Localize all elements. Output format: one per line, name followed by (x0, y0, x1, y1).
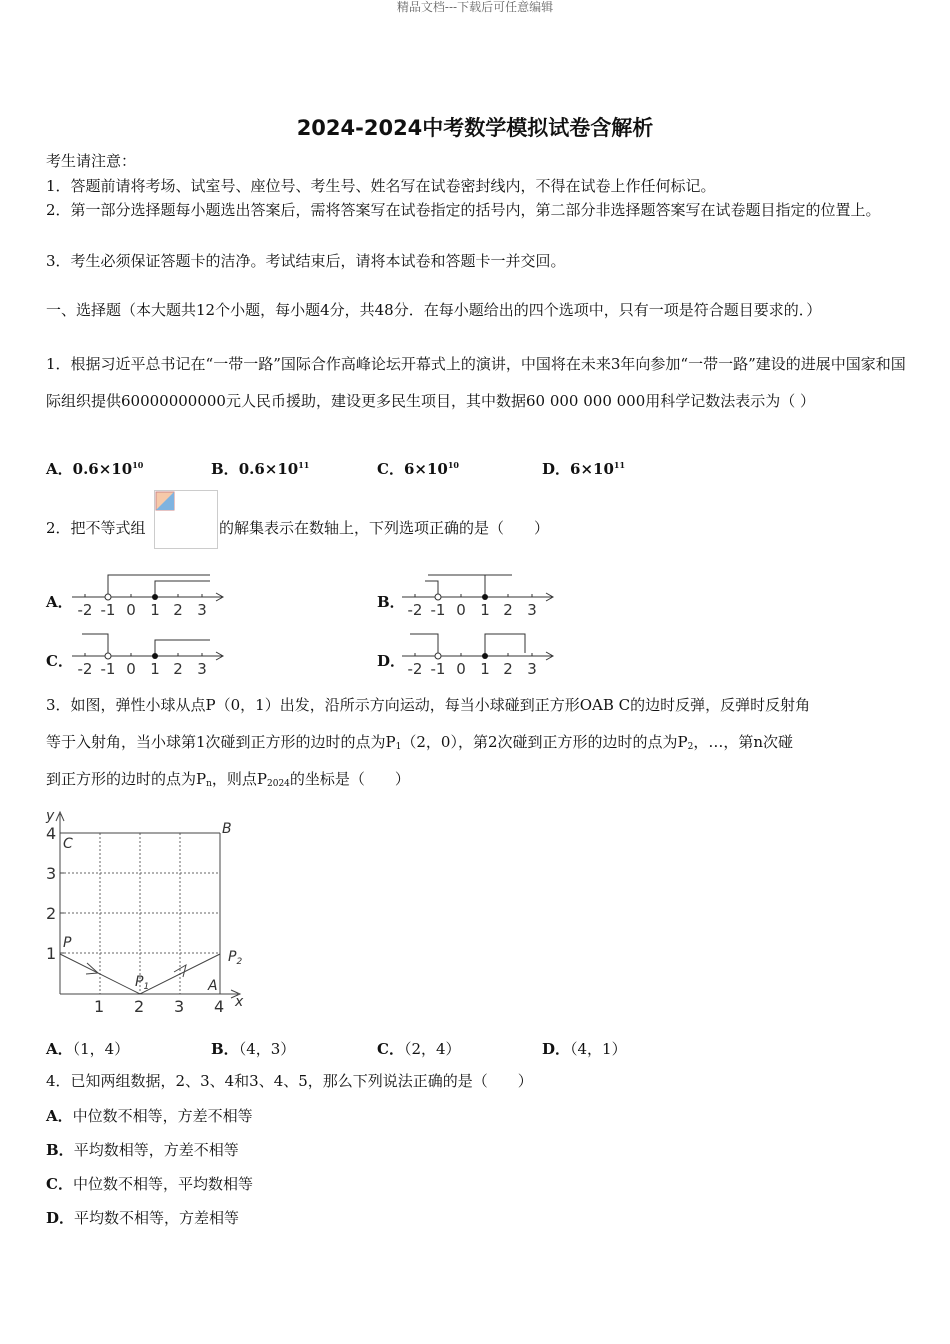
svg-text:4: 4 (46, 824, 57, 843)
q1-option-c[interactable]: C．$6\times 10^{10}$ (377, 460, 459, 478)
svg-text:B: B (222, 821, 232, 837)
q4-option-b[interactable]: B．平均数相等，方差不相等 (46, 1141, 239, 1159)
tick-label: 2 (503, 601, 513, 619)
tick-label: 1 (480, 660, 490, 678)
svg-text:P2: $P_2$ (228, 949, 243, 967)
q2-option-a-label[interactable]: A． (46, 593, 73, 611)
svg-text:3: 3 (46, 864, 57, 883)
svg-text:P: P (63, 935, 72, 951)
svg-text:y: y (46, 808, 55, 824)
notice-item-3: 3．考生必须保证答题卡的洁净。考试结束后，请将本试卷和答题卡一并交回。 (46, 252, 566, 270)
q1-text: 1．根据习近平总书记在“一带一路”国际合作高峰论坛开幕式上的演讲，中国将在未来3年向参加“一带一路”建设的进展中国家和国际组织提供60000000000元人民币援助，建设更多民生项目，其中数据60 000 000 000用科学记数法表示为（ ） (46, 355, 906, 410)
q2-option-b-label[interactable]: B． (377, 593, 405, 611)
tick-label: -1 (100, 660, 116, 678)
q2-option-d-label[interactable]: D． (377, 652, 406, 670)
tick-label: 3 (527, 601, 537, 619)
tick-label: 2 (173, 601, 183, 619)
inequality-system-image (154, 490, 218, 549)
q3-option-b[interactable]: B．（4，3） (211, 1040, 296, 1058)
tick-label: -1 (430, 660, 446, 678)
q3-option-a[interactable]: A．（1，4） (46, 1040, 130, 1058)
q4-text: 4．已知两组数据，2、3、4和3、4、5，那么下列说法正确的是（ ） (46, 1072, 533, 1090)
tick-label: 3 (197, 660, 207, 678)
tick-label: -1 (100, 601, 116, 619)
tick-label: -1 (430, 601, 446, 619)
tick-label: 0 (126, 601, 136, 619)
svg-text:1: 1 (46, 944, 57, 963)
number-line-d[interactable] (400, 629, 558, 679)
broken-image-icon (155, 491, 177, 513)
q4-option-d[interactable]: D．平均数不相等，方差相等 (46, 1209, 240, 1227)
svg-text:4: 4 (214, 997, 225, 1016)
tick-label: 3 (197, 601, 207, 619)
svg-text:x: x (235, 994, 244, 1010)
number-line-c[interactable] (70, 629, 228, 679)
svg-text:A: A (208, 978, 218, 994)
section-heading: 一、选择题（本大题共12个小题，每小题4分，共48分．在每小题给出的四个选项中，只有一项是符合题目要求的．） (46, 301, 822, 319)
tick-label: 1 (150, 601, 160, 619)
q3-line-3: 到正方形的边时的点为$P_n$，则点$P_{2024}$的坐标是（ ） (46, 770, 410, 789)
tick-label: -2 (407, 660, 423, 678)
svg-text:3: 3 (174, 997, 185, 1016)
q3-option-c[interactable]: C．（2，4） (377, 1040, 461, 1058)
tick-label: 3 (527, 660, 537, 678)
notice-heading: 考生请注意： (46, 152, 137, 170)
q3-line-2: 等于入射角，当小球第1次碰到正方形的边时的点为$P_1(2$，0），第2次碰到正方形的边时的点为$P_2$，…，第n次碰 (46, 733, 794, 752)
svg-text:2: 2 (46, 904, 57, 923)
number-line-b[interactable] (400, 570, 558, 620)
tick-label: 0 (456, 660, 466, 678)
q3-option-d[interactable]: D．（4，1） (542, 1040, 627, 1058)
tick-label: -2 (407, 601, 423, 619)
svg-text:C: C (63, 836, 73, 852)
q4-option-c[interactable]: C．中位数不相等，平均数相等 (46, 1175, 253, 1193)
tick-label: -2 (77, 660, 93, 678)
tick-label: 1 (150, 660, 160, 678)
tick-label: 2 (173, 660, 183, 678)
tick-label: 2 (503, 660, 513, 678)
tick-label: 0 (456, 601, 466, 619)
q2-option-c-label[interactable]: C． (46, 652, 73, 670)
tick-label: 1 (480, 601, 490, 619)
square-reflection-figure (40, 806, 255, 1018)
q1-option-b[interactable]: B．$0.6\times 10^{11}$ (211, 460, 310, 478)
page-title: 2024-2024中考数学模拟试卷含解析 (296, 116, 654, 140)
q1-option-a[interactable]: A．$0.6\times 10^{10}$ (46, 460, 144, 478)
svg-text:P1: $P_1$ (135, 974, 150, 992)
q4-option-a[interactable]: A．中位数不相等，方差不相等 (46, 1107, 253, 1125)
svg-text:2: 2 (134, 997, 145, 1016)
q3-line-1: 3．如图，弹性小球从点P（0，1）出发，沿所示方向运动，每当小球碰到正方形OAB C的边时反弹，反弹时反射角 (46, 696, 811, 714)
notice-item-1: 1．答题前请将考场、试室号、座位号、考生号、姓名写在试卷密封线内，不得在试卷上作任何标记。 (46, 177, 716, 195)
svg-text:1: 1 (94, 997, 105, 1016)
tick-label: -2 (77, 601, 93, 619)
tick-label: 0 (126, 660, 136, 678)
q1-option-d[interactable]: D．$6\times 10^{11}$ (542, 460, 626, 478)
notice-item-2: 2．第一部分选择题每小题选出答案后，需将答案写在试卷指定的括号内，第二部分非选择题答案写在试卷题目指定的位置上。 (46, 201, 881, 219)
number-line-a[interactable] (70, 570, 228, 620)
page-header: 精品文档---下载后可任意编辑 (396, 0, 554, 14)
q2-prefix: 2．把不等式组 (46, 519, 146, 537)
q2-suffix: 的解集表示在数轴上，下列选项正确的是（ ） (219, 519, 550, 537)
